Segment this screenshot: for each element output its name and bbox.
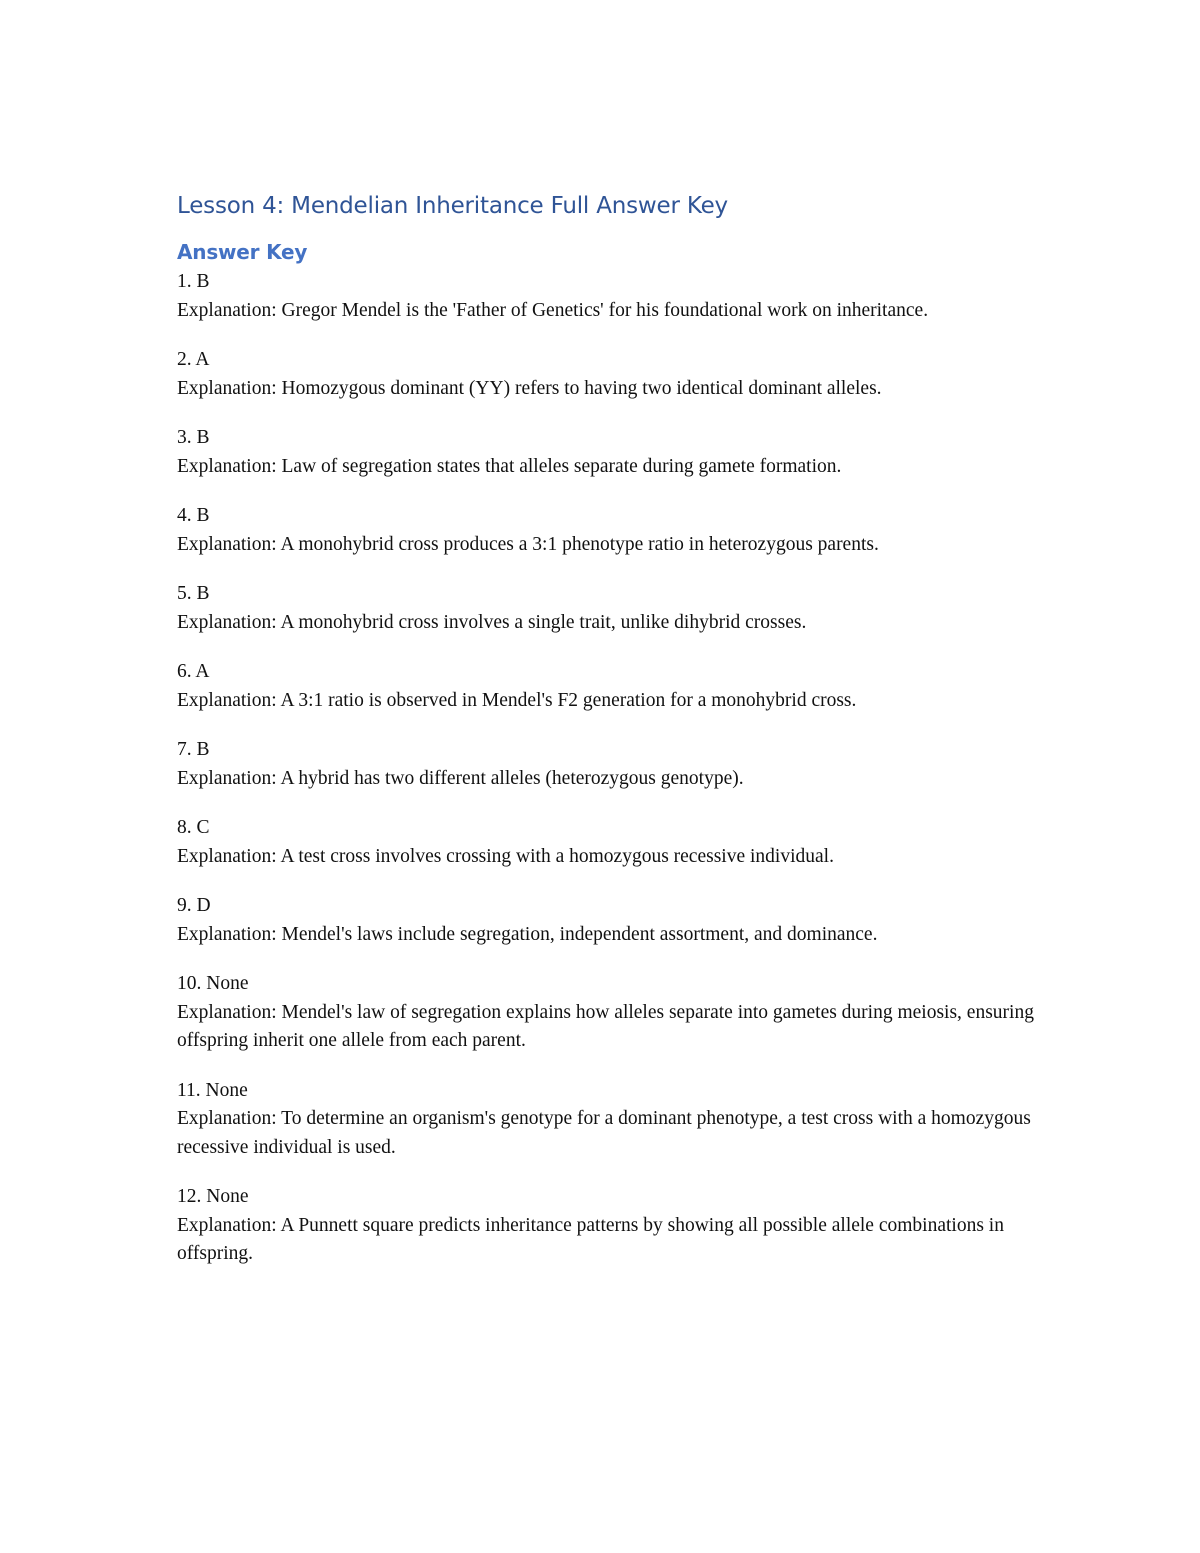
answer-number: 3. B <box>177 427 210 448</box>
document-body <box>177 190 1037 1290</box>
answer-number: 1. B <box>177 271 210 292</box>
answer-explanation: Explanation: Homozygous dominant (YY) refers to having two identical dominant alleles. <box>177 377 882 399</box>
answer-number: 10. None <box>177 973 249 994</box>
answer-item <box>177 1183 1037 1269</box>
answer-item <box>177 892 1037 949</box>
answer-item <box>177 658 1037 715</box>
document-title: Lesson 4: Mendelian Inheritance Full Answer Key <box>177 193 728 219</box>
answer-item <box>177 346 1037 403</box>
answer-item <box>177 268 1037 325</box>
answer-item <box>177 970 1037 1056</box>
answer-explanation: Explanation: A Punnett square predicts inheritance patterns by showing all possible allele combinations in offspring. <box>177 1214 1004 1264</box>
answer-item <box>177 502 1037 559</box>
answer-number: 12. None <box>177 1186 249 1207</box>
answer-explanation: Explanation: A hybrid has two different alleles (heterozygous genotype). <box>177 767 744 789</box>
answer-item <box>177 580 1037 637</box>
answer-explanation: Explanation: Mendel's laws include segregation, independent assortment, and dominance. <box>177 923 878 945</box>
answer-explanation: Explanation: A 3:1 ratio is observed in Mendel's F2 generation for a monohybrid cross. <box>177 689 857 711</box>
answer-explanation: Explanation: Mendel's law of segregation explains how alleles separate into gametes during meiosis, ensuring offspring inherit one allele from each parent. <box>177 1001 1034 1051</box>
answer-explanation: Explanation: Law of segregation states that alleles separate during gamete formation. <box>177 455 842 477</box>
answer-item <box>177 736 1037 793</box>
answer-item <box>177 814 1037 871</box>
answer-explanation: Explanation: Gregor Mendel is the 'Father of Genetics' for his foundational work on inheritance. <box>177 299 929 321</box>
answer-number: 9. D <box>177 895 211 916</box>
answer-number: 11. None <box>177 1079 248 1101</box>
answer-explanation: Explanation: A monohybrid cross produces a 3:1 phenotype ratio in heterozygous parents. <box>177 533 879 555</box>
answer-number: 7. B <box>177 739 210 760</box>
section-heading-answer-key: Answer Key <box>177 240 308 264</box>
answer-number: 4. B <box>177 505 210 526</box>
answer-explanation: Explanation: A monohybrid cross involves a single trait, unlike dihybrid crosses. <box>177 611 807 633</box>
answer-list <box>177 268 1037 1269</box>
answer-item <box>177 1077 1037 1163</box>
answer-number: 6. A <box>177 661 210 682</box>
answer-number: 2. A <box>177 349 210 370</box>
answer-explanation: Explanation: To determine an organism's genotype for a dominant phenotype, a test cross with a homozygous recessive individual is used. <box>177 1108 1031 1158</box>
answer-number: 8. C <box>177 817 210 838</box>
answer-item <box>177 424 1037 481</box>
answer-number: 5. B <box>177 583 210 604</box>
answer-explanation: Explanation: A test cross involves crossing with a homozygous recessive individual. <box>177 845 834 867</box>
